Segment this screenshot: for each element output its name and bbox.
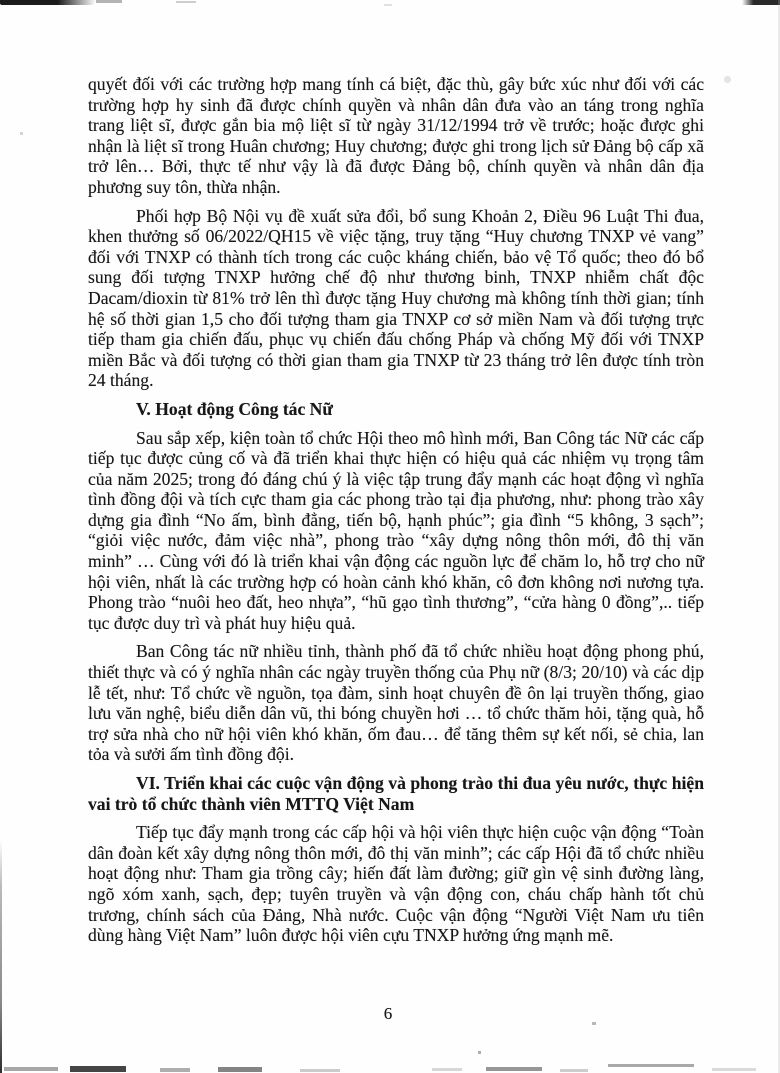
- scan-artifact-top-right-band: [742, 0, 780, 5]
- section-heading-v: V. Hoạt động Công tác Nữ: [136, 398, 333, 419]
- scan-artifact-speck: [724, 76, 731, 83]
- scan-artifact-bottom-smudge: [432, 1068, 462, 1071]
- scan-artifact-top-left-band: [0, 0, 96, 5]
- section-heading-vi: VI. Triển khai các cuộc vận động và phong trào thi đua yêu nước, thực hiện vai trò tổ chức thành viên MTTQ Việt Nam: [88, 773, 704, 814]
- scan-artifact-bottom-smudge: [218, 1067, 262, 1072]
- paragraph-continuation: quyết đối với các trường hợp mang tính cá biệt, đặc thù, gây bức xúc như đối với các trường hợp hy sinh đã được chính quyền và nhân dân đưa vào an táng trong nghĩa trang liệt sĩ, được gắn bia mộ liệt sĩ từ ngày 31/12/1994 trở về trước; hoặc được ghi nhận là liệt sĩ trong Huân chương; Huy chương; được ghi trong lịch sử Đảng bộ cấp xã trở lên… Bởi, thực tế như vậy là đã được Đảng bộ, chính quyền và nhân dân địa phương suy tôn, thừa nhận.: [88, 74, 704, 197]
- document-body: [88, 74, 704, 954]
- scan-artifact-speck: [20, 132, 23, 135]
- scan-artifact-top-left-fade: [96, 0, 122, 3]
- page-number: 6: [383, 1004, 393, 1023]
- scan-artifact-bottom-smudge: [4, 1067, 58, 1071]
- scan-artifact-left-edge-line: [0, 840, 2, 1073]
- scan-artifact-bottom-smudge: [70, 1066, 126, 1072]
- scan-artifact-bottom-smudge: [560, 1069, 588, 1072]
- paragraph: Ban Công tác nữ nhiều tỉnh, thành phố đã tổ chức nhiều hoạt động phong phú, thiết thực và có ý nghĩa nhân các ngày truyền thống của Phụ nữ (8/3; 20/10) và các dịp lễ tết, như: Tổ chức về nguồn, tọa đàm, sinh hoạt chuyên đề ôn lại truyền thống, giao lưu văn nghệ, biểu diễn dân vũ, thi bóng chuyền hơi … tổ chức thăm hỏi, tặng quà, hỗ trợ sửa nhà cho nữ hội viên khó khăn, ốm đau… để tăng thêm sự kết nối, sẻ chia, lan tỏa và sưởi ấm tình đồng đội.: [88, 641, 704, 765]
- scan-artifact-bottom-smudge: [300, 1069, 340, 1072]
- scan-artifact-speck: [384, 4, 392, 6]
- scan-artifact-bottom-smudge: [712, 1068, 756, 1071]
- scan-artifact-bottom-line: [608, 1064, 694, 1067]
- scan-artifact-top-speck: [176, 1, 196, 3]
- scan-artifact-bottom-smudge: [486, 1067, 542, 1071]
- scan-artifact-bottom-smudge: [160, 1068, 190, 1072]
- paragraph: Sau sắp xếp, kiện toàn tổ chức Hội theo mô hình mới, Ban Công tác Nữ các cấp tiếp tục được củng cố và đã triển khai thực hiện có hiệu quả các nhiệm vụ trọng tâm của năm 2025; trong đó đáng chú ý là việc tập trung đẩy mạnh các hoạt động vì nghĩa tình đồng đội và tích cực tham gia các phong trào tại địa phương, như: phong trào xây dựng gia đình “No ấm, bình đẳng, tiến bộ, hạnh phúc”; gia đình “5 không, 3 sạch”; “giỏi việc nước, đảm việc nhà”, phong trào “xây dựng nông thôn mới, đô thị văn minh” … Cùng với đó là triển khai vận động các nguồn lực để chăm lo, hỗ trợ cho nữ hội viên, nhất là các trường hợp có hoàn cảnh khó khăn, cô đơn không nơi nương tựa. Phong trào “nuôi heo đất, heo nhựa”, “hũ gạo tình thương”, “cửa hàng 0 đồng”,.. tiếp tục được duy trì và phát huy hiệu quả.: [88, 427, 704, 633]
- paragraph: Tiếp tục đẩy mạnh trong các cấp hội và hội viên thực hiện cuộc vận động “Toàn dân đoàn kết xây dựng nông thôn mới, đô thị văn minh”; các cấp Hội đã tổ chức nhiều hoạt động như: Tham gia trồng cây; hiến đất làm đường; giữ gìn vệ sinh đường làng, ngõ xóm xanh, sạch, đẹp; tuyên truyền và vận động con, cháu chấp hành tốt chủ trương, chính sách của Đảng, Nhà nước. Cuộc vận động “Người Việt Nam ưu tiên dùng hàng Việt Nam” luôn được hội viên cựu TNXP hưởng ứng mạnh mẽ.: [88, 822, 704, 946]
- scan-artifact-speck: [478, 1051, 481, 1054]
- paragraph: Phối hợp Bộ Nội vụ đề xuất sửa đổi, bổ sung Khoản 2, Điều 96 Luật Thi đua, khen thưởng số 06/2022/QH15 về việc tặng, truy tặng “Huy chương TNXP vẻ vang” đối với TNXP có thành tích trong các cuộc kháng chiến, bảo vệ Tổ quốc; theo đó bổ sung đối tượng TNXP hưởng chế độ như thương binh, TNXP nhiễm chất độc Dacam/dioxin từ 81% trở lên thì được tặng Huy chương mà không tính thời gian; tính hệ số thời gian 1,5 cho đối tượng tham gia TNXP cơ sở miền Nam và đối tượng trực tiếp tham gia chiến đấu, phục vụ chiến đấu chống Pháp và chống Mỹ đối với TNXP miền Bắc và đối tượng có thời gian tham gia TNXP từ 23 tháng trở lên được tính tròn 24 tháng.: [88, 205, 704, 391]
